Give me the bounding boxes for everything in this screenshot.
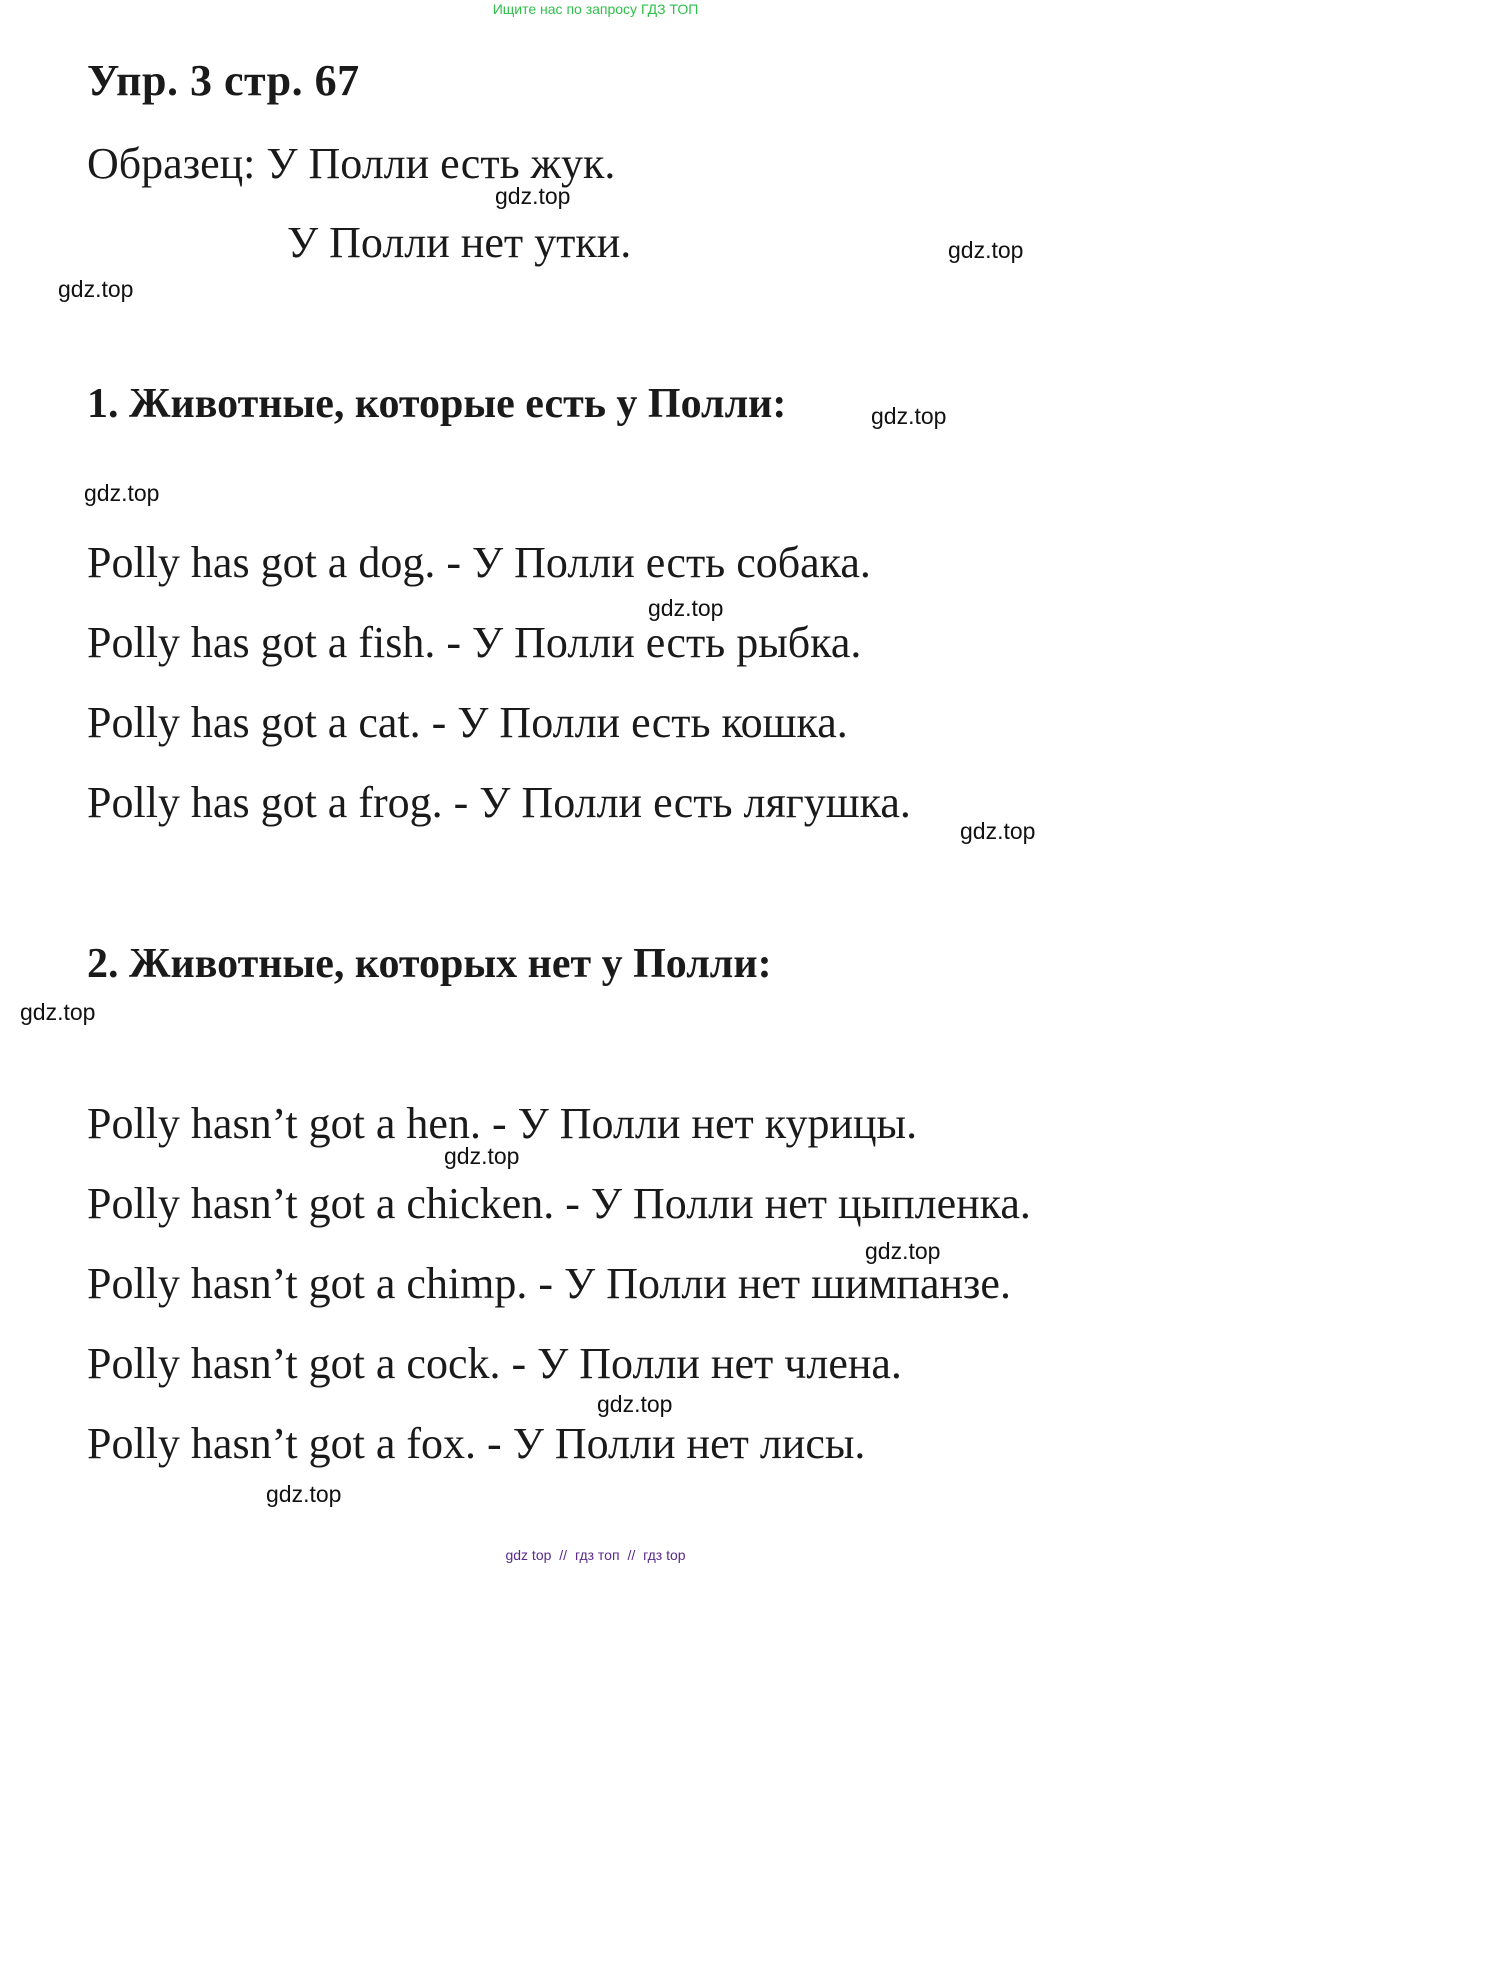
sample-line-2: У Полли нет утки. xyxy=(287,218,632,267)
page-title: Упр. 3 стр. 67 xyxy=(87,56,360,105)
watermark: gdz.top xyxy=(865,1238,941,1264)
footer-links xyxy=(0,1547,1191,1563)
section2-sentence-4: Polly hasn’t got a cock. - У Полли нет члена. xyxy=(87,1339,902,1388)
watermark: gdz.top xyxy=(20,999,96,1025)
watermark: gdz.top xyxy=(266,1481,342,1507)
watermark: gdz.top xyxy=(871,403,947,429)
watermark: gdz.top xyxy=(58,276,134,302)
watermark: gdz.top xyxy=(444,1143,520,1169)
footer-link-gdz-top-ru[interactable]: гдз топ xyxy=(574,1547,620,1563)
section1-sentence-2: Polly has got a fish. - У Полли есть рыбка. xyxy=(87,618,862,667)
section2-heading: 2. Животные, которых нет у Полли: xyxy=(87,941,772,987)
section1-heading: 1. Животные, которые есть у Полли: xyxy=(87,381,787,427)
watermark: gdz.top xyxy=(597,1391,673,1417)
sample-line-1: Образец: У Полли есть жук. xyxy=(87,139,616,188)
section1-sentence-4: Polly has got a frog. - У Полли есть лягушка. xyxy=(87,778,911,827)
footer-separator: // xyxy=(627,1547,636,1563)
section2-sentence-5: Polly hasn’t got a fox. - У Полли нет лисы. xyxy=(87,1419,866,1468)
section2-sentence-2: Polly hasn’t got a chicken. - У Полли нет цыпленка. xyxy=(87,1179,1031,1228)
top-banner[interactable]: Ищите нас по запросу ГДЗ ТОП xyxy=(492,1,699,17)
watermark: gdz.top xyxy=(495,183,571,209)
footer-separator: // xyxy=(559,1547,568,1563)
section2-sentence-1: Polly hasn’t got a hen. - У Полли нет курицы. xyxy=(87,1099,918,1148)
section1-sentence-1: Polly has got a dog. - У Полли есть собака. xyxy=(87,538,871,587)
watermark: gdz.top xyxy=(960,818,1036,844)
footer-link-gdz-top-mixed[interactable]: гдз top xyxy=(643,1547,686,1563)
watermark: gdz.top xyxy=(648,595,724,621)
section2-sentence-3: Polly hasn’t got a chimp. - У Полли нет шимпанзе. xyxy=(87,1259,1011,1308)
section1-sentence-3: Polly has got a cat. - У Полли есть кошка. xyxy=(87,698,848,747)
watermark: gdz.top xyxy=(948,237,1024,263)
watermark: gdz.top xyxy=(84,480,160,506)
footer-link-gdz-top[interactable]: gdz top xyxy=(505,1547,552,1563)
